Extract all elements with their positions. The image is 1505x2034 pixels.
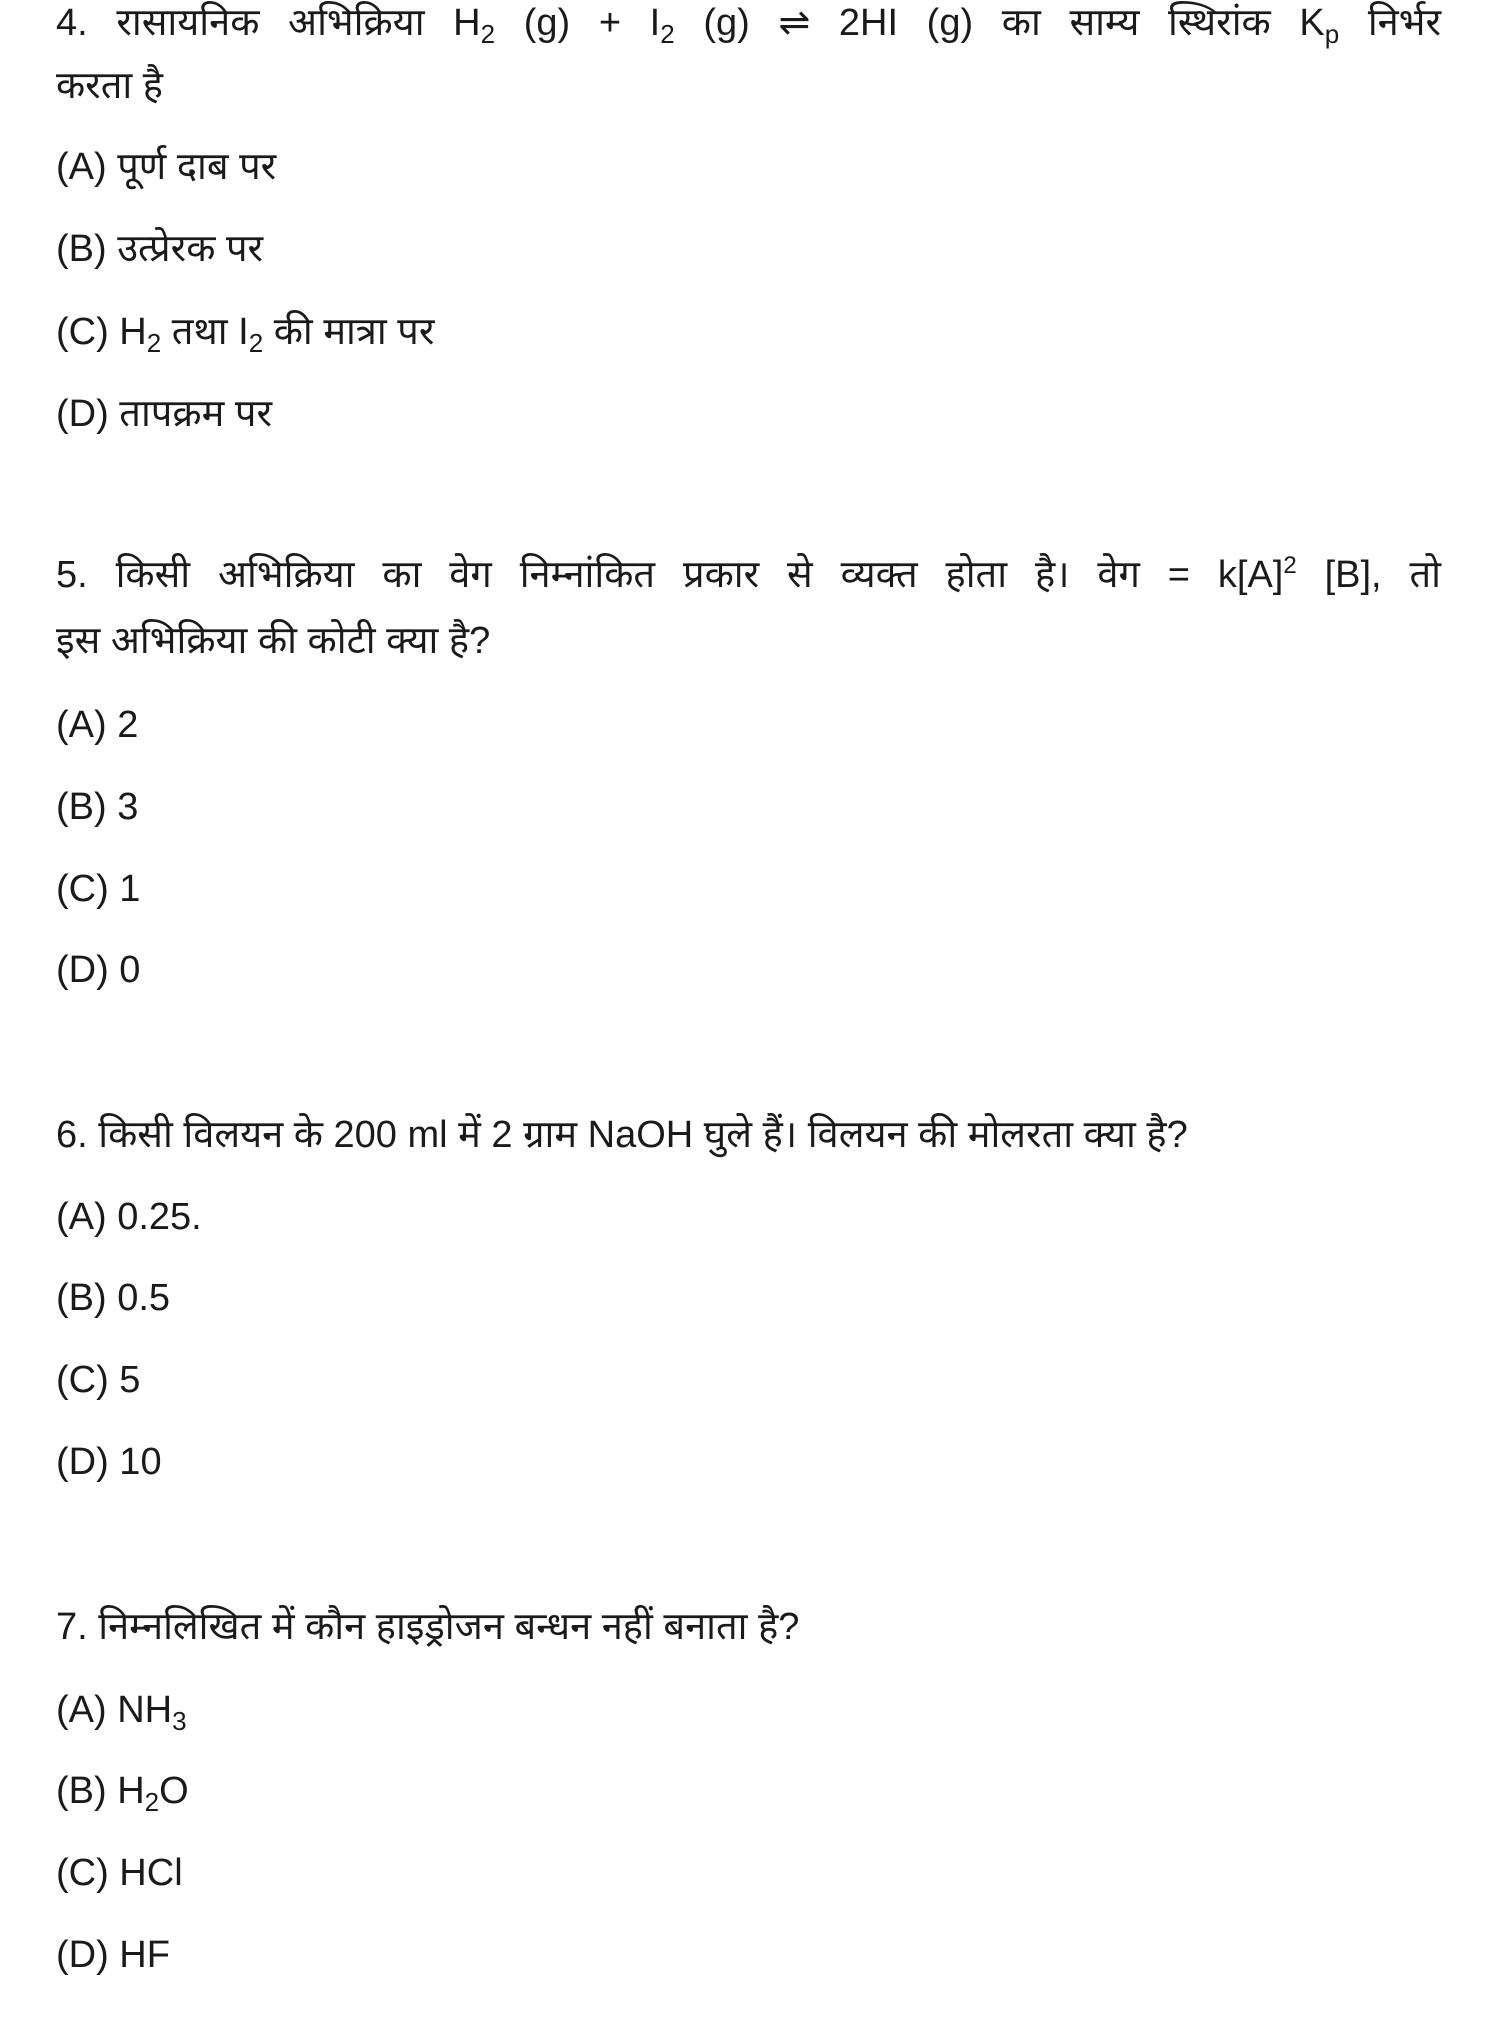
question-6-option-a-text bbox=[56, 1196, 202, 1238]
question-7-stem-line bbox=[56, 1602, 799, 1652]
question-6-option-d-text bbox=[56, 1441, 162, 1483]
subscript: 2 bbox=[480, 19, 496, 49]
question-4-stem-line-text bbox=[56, 2, 1442, 49]
text-segment: 7. निम्नलिखित में कौन हाइड्रोजन बन्धन नहीं बनाता है? bbox=[56, 1606, 800, 1648]
question-6-option-c-text bbox=[56, 1359, 140, 1401]
text-segment: 6. किसी विलयन के 200 ml में 2 ग्राम NaOH घुले हैं। विलयन की मोलरता क्या है? bbox=[56, 1114, 1188, 1156]
question-4-option-a-text bbox=[56, 146, 276, 188]
question-4-stem-line-text bbox=[56, 65, 163, 107]
text-segment: 4. रासायनिक अभिक्रिया H bbox=[56, 2, 481, 44]
question-7-option-a bbox=[56, 1685, 187, 1735]
text-segment: 5. किसी अभिक्रिया का वेग निम्नांकित प्रकार से व्यक्त होता है। वेग = k[A] bbox=[56, 554, 1284, 596]
question-5-option-b bbox=[56, 782, 138, 832]
question-6-stem-line-text bbox=[56, 1114, 1188, 1156]
question-7-stem-line-text bbox=[56, 1606, 799, 1648]
text-segment: (A) 2 bbox=[56, 704, 139, 746]
text-segment: (C) 1 bbox=[56, 868, 141, 910]
text-segment: (D) तापक्रम पर bbox=[56, 393, 272, 435]
question-4-option-d-text bbox=[56, 393, 272, 435]
question-5-option-d bbox=[56, 945, 140, 995]
question-6-option-b bbox=[56, 1273, 170, 1323]
question-4-option-b bbox=[56, 224, 263, 274]
subscript: 2 bbox=[146, 328, 162, 358]
question-5-stem-line bbox=[56, 550, 1441, 600]
subscript: 2 bbox=[248, 328, 264, 358]
question-4-option-b-text bbox=[56, 228, 263, 270]
text-segment: (B) उत्प्रेरक पर bbox=[56, 228, 264, 270]
question-4-stem-line bbox=[56, 0, 1441, 48]
question-5-stem-line-text bbox=[56, 554, 1441, 596]
text-segment: (A) पूर्ण दाब पर bbox=[56, 146, 277, 188]
question-4-stem-line bbox=[56, 61, 163, 111]
question-7-option-c-text bbox=[56, 1852, 183, 1894]
question-7-option-d bbox=[56, 1930, 170, 1980]
text-segment: (D) 0 bbox=[56, 949, 141, 991]
text-segment: (A) 0.25. bbox=[56, 1196, 202, 1238]
text-segment: [B], तो bbox=[1296, 554, 1441, 596]
question-6-option-b-text bbox=[56, 1277, 170, 1319]
question-4-option-c bbox=[56, 307, 434, 357]
text-segment: (A) NH bbox=[56, 1689, 173, 1731]
text-segment: करता है bbox=[56, 65, 163, 107]
text-segment: तथा I bbox=[161, 311, 249, 353]
subscript: 3 bbox=[172, 1706, 187, 1736]
subscript: 2 bbox=[144, 1787, 160, 1817]
question-6-stem-line bbox=[56, 1110, 1188, 1160]
question-6-option-a bbox=[56, 1192, 202, 1242]
question-4-option-c-text bbox=[56, 311, 435, 358]
question-6-option-d bbox=[56, 1437, 162, 1487]
text-segment: (g) + I bbox=[495, 2, 661, 44]
text-segment: (D) HF bbox=[56, 1934, 170, 1976]
question-5-stem-line-text bbox=[56, 620, 490, 662]
question-7-option-b bbox=[56, 1766, 189, 1816]
text-segment: (g) ⇌ 2HI (g) का साम्य स्थिरांक K bbox=[674, 2, 1325, 44]
text-segment: O bbox=[159, 1770, 189, 1812]
question-7-option-b-text bbox=[56, 1770, 189, 1817]
question-5-option-c bbox=[56, 864, 140, 914]
text-segment: निर्भर bbox=[1339, 2, 1442, 44]
question-7-option-c bbox=[56, 1848, 183, 1898]
text-segment: (B) 0.5 bbox=[56, 1277, 171, 1319]
question-4-option-d bbox=[56, 389, 272, 439]
text-segment: (C) H bbox=[56, 311, 147, 353]
text-segment: (B) H bbox=[56, 1770, 145, 1812]
question-7-option-a-text bbox=[56, 1689, 187, 1736]
question-5-option-a bbox=[56, 700, 138, 750]
text-segment: इस अभिक्रिया की कोटी क्या है? bbox=[56, 620, 491, 662]
question-5-option-d-text bbox=[56, 949, 140, 991]
text-segment: (B) 3 bbox=[56, 786, 139, 828]
text-segment: (C) 5 bbox=[56, 1359, 141, 1401]
text-segment: (C) HCl bbox=[56, 1852, 183, 1894]
question-7-option-d-text bbox=[56, 1934, 170, 1976]
text-segment: (D) 10 bbox=[56, 1441, 162, 1483]
question-5-stem-line bbox=[56, 616, 490, 666]
question-6-option-c bbox=[56, 1355, 140, 1405]
question-4-option-a bbox=[56, 142, 276, 192]
question-5-option-a-text bbox=[56, 704, 138, 746]
text-segment: की मात्रा पर bbox=[263, 311, 435, 353]
question-5-option-b-text bbox=[56, 786, 138, 828]
superscript: 2 bbox=[1283, 552, 1297, 579]
subscript: 2 bbox=[660, 19, 675, 49]
question-5-option-c-text bbox=[56, 868, 140, 910]
subscript: p bbox=[1324, 19, 1340, 49]
